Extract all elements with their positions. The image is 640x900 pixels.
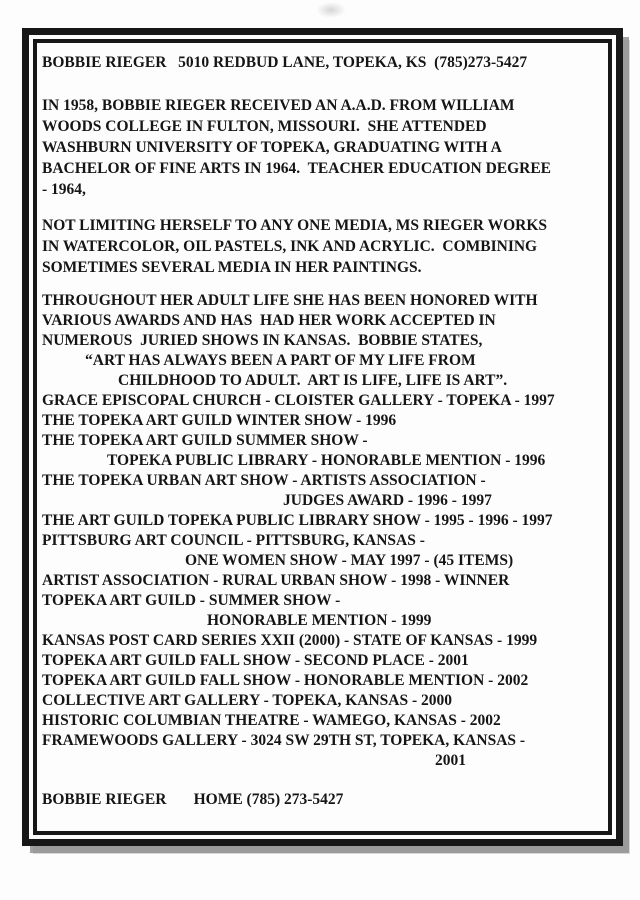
bio-awards-intro-line: NUMEROUS JURIED SHOWS IN KANSAS. BOBBIE STATES, [42,332,483,349]
bio-media-line: NOT LIMITING HERSELF TO ANY ONE MEDIA, MS RIEGER WORKS [42,217,547,234]
bio-media-line: SOMETIMES SEVERAL MEDIA IN HER PAINTINGS. [42,259,422,276]
header-line: BOBBIE RIEGER 5010 REDBUD LANE, TOPEKA, KS (785)273-5427 [42,54,528,71]
awards-list-line: KANSAS POST CARD SERIES XXII (2000) - STATE OF KANSAS - 1999 [42,632,538,649]
document-content [42,52,614,810]
bio-education-line: IN 1958, BOBBIE RIEGER RECEIVED AN A.A.D. FROM WILLIAM [42,97,515,114]
awards-list-line: THE TOPEKA URBAN ART SHOW - ARTISTS ASSOCIATION - [42,472,486,489]
awards-list-line: TOPEKA ART GUILD FALL SHOW - SECOND PLACE - 2001 [42,652,469,669]
awards-list-line: TOPEKA PUBLIC LIBRARY - HONORABLE MENTION - 1996 [107,452,546,469]
footer-line: BOBBIE RIEGER HOME (785) 273-5427 [42,791,344,808]
bio-education-line: BACHELOR OF FINE ARTS IN 1964. TEACHER EDUCATION DEGREE [42,160,552,177]
bio-awards-intro-line: “ART HAS ALWAYS BEEN A PART OF MY LIFE FROM [85,352,476,369]
bio-education-line: WOODS COLLEGE IN FULTON, MISSOURI. SHE ATTENDED [42,118,487,135]
bio-education-line: - 1964, [42,181,86,198]
scan-artifact [316,2,346,18]
awards-list-line: 2001 [435,752,466,769]
awards-list-line: TOPEKA ART GUILD FALL SHOW - HONORABLE MENTION - 2002 [42,672,529,689]
awards-list-line: THE TOPEKA ART GUILD WINTER SHOW - 1996 [42,412,397,429]
awards-list-line: JUDGES AWARD - 1996 - 1997 [283,492,492,509]
bio-awards-intro-line: VARIOUS AWARDS AND HAS HAD HER WORK ACCEPTED IN [42,312,496,329]
awards-list-line: ARTIST ASSOCIATION - RURAL URBAN SHOW - 1998 - WINNER [42,572,510,589]
awards-list-line: PITTSBURG ART COUNCIL - PITTSBURG, KANSAS - [42,532,425,549]
awards-list-line: COLLECTIVE ART GALLERY - TOPEKA, KANSAS - 2000 [42,692,453,709]
bio-education-line: WASHBURN UNIVERSITY OF TOPEKA, GRADUATING WITH A [42,139,502,156]
awards-list-line: THE ART GUILD TOPEKA PUBLIC LIBRARY SHOW - 1995 - 1996 - 1997 [42,512,553,529]
bio-awards-intro-line: CHILDHOOD TO ADULT. ART IS LIFE, LIFE IS ART”. [118,372,508,389]
awards-list-line: ONE WOMEN SHOW - MAY 1997 - (45 ITEMS) [185,552,514,569]
awards-list-line: GRACE EPISCOPAL CHURCH - CLOISTER GALLERY - TOPEKA - 1997 [42,392,555,409]
awards-list-line: HONORABLE MENTION - 1999 [207,612,432,629]
awards-list-line: THE TOPEKA ART GUILD SUMMER SHOW - [42,432,368,449]
bio-media-line: IN WATERCOLOR, OIL PASTELS, INK AND ACRYLIC. COMBINING [42,238,538,255]
awards-list-line: FRAMEWOODS GALLERY - 3024 SW 29TH ST, TOPEKA, KANSAS - [42,732,526,749]
awards-list-line: HISTORIC COLUMBIAN THEATRE - WAMEGO, KANSAS - 2002 [42,712,501,729]
bio-awards-intro-line: THROUGHOUT HER ADULT LIFE SHE HAS BEEN HONORED WITH [42,292,538,309]
awards-list-line: TOPEKA ART GUILD - SUMMER SHOW - [42,592,341,609]
